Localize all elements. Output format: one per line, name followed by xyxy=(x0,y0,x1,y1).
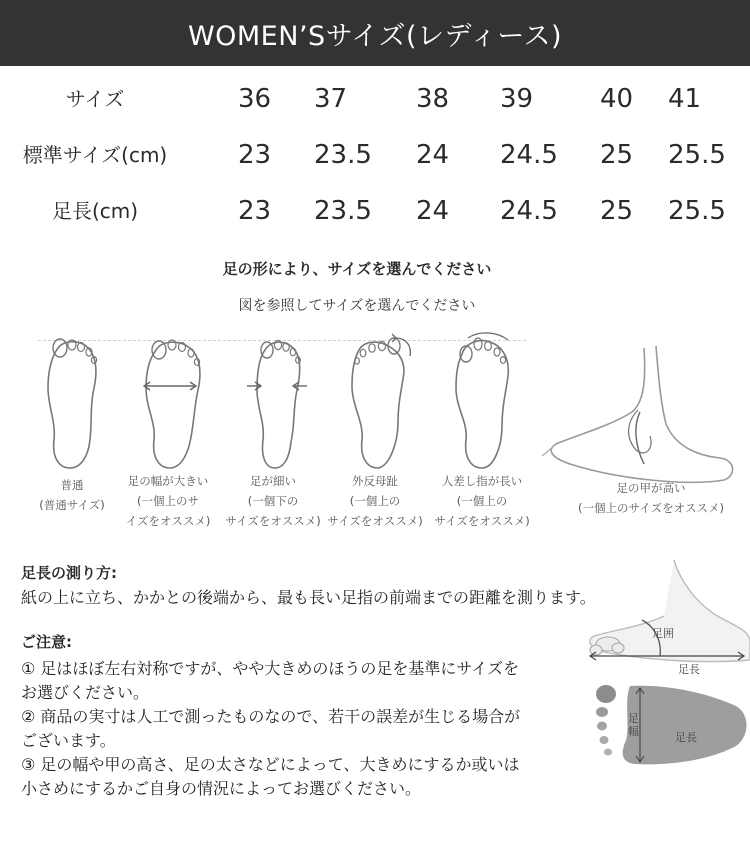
label-width: 足幅 xyxy=(628,712,639,738)
note-line: ① 足はほぼ左右対称ですが、やや大きめのほうの足を基準にサイズを xyxy=(21,659,520,678)
table-row-size xyxy=(0,74,750,124)
row-label: サイズ xyxy=(65,87,125,111)
table-cell: 25.5 xyxy=(668,196,726,226)
caption-line: (普通サイズ) xyxy=(39,498,105,512)
note-line: ② 商品の実寸は人工で測ったものなので、若干の誤差が生じる場合が xyxy=(21,707,521,726)
caption-line: 普通 xyxy=(60,478,84,492)
caption-line: 足の幅が大きい xyxy=(127,474,209,488)
caption-long-second-toe xyxy=(422,471,542,531)
label-length-side: 足長 xyxy=(678,663,700,676)
row-label: 足長(cm) xyxy=(51,199,139,223)
caption-line: サイズをオススメ) xyxy=(434,514,530,528)
label-girth: 足囲 xyxy=(652,627,674,640)
caption-line: 人差し指が長い xyxy=(441,474,523,488)
foot-high-instep-icon xyxy=(540,340,740,490)
table-cell: 38 xyxy=(416,84,450,114)
measure-title: 足長の測り方: xyxy=(21,564,117,582)
guide-subtitle: 図を参照してサイズを選んでください xyxy=(238,298,476,314)
caption-line: (一個上の xyxy=(456,494,508,508)
table-cell: 37 xyxy=(314,84,348,114)
caption-normal xyxy=(22,475,122,515)
table-cell: 39 xyxy=(500,84,534,114)
foot-long-second-toe-icon xyxy=(446,330,518,472)
caption-wide xyxy=(113,471,223,531)
table-cell: 23.5 xyxy=(314,196,372,226)
caption-line: サイズをオススメ) xyxy=(225,514,321,528)
measure-text: 紙の上に立ち、かかとの後端から、最も長い足指の前端までの距離を測ります。 xyxy=(21,588,596,607)
table-row-foot-length xyxy=(0,186,750,236)
table-cell: 24 xyxy=(416,140,450,170)
caption-line: サイズをオススメ) xyxy=(327,514,423,528)
table-cell: 24.5 xyxy=(500,140,558,170)
note-line: お選びください。 xyxy=(21,683,150,702)
guide-title: 足の形により、サイズを選んでください xyxy=(222,260,492,278)
table-cell: 40 xyxy=(600,84,634,114)
caption-narrow xyxy=(218,471,328,531)
foot-side-measure-icon xyxy=(584,560,750,670)
table-cell: 25 xyxy=(600,140,634,170)
caption-line: (一個下の xyxy=(247,494,299,508)
caption-line: 外反母趾 xyxy=(352,474,398,488)
label-length-sole: 足長 xyxy=(675,731,697,744)
note-line: 小さめにするかご自身の情況によってお選びください。 xyxy=(21,779,422,798)
table-cell: 25.5 xyxy=(668,140,726,170)
caption-high-instep xyxy=(566,478,736,518)
note-line: ございます。 xyxy=(21,731,116,750)
foot-normal-icon xyxy=(38,336,108,472)
header-bar xyxy=(0,0,750,66)
caption-line: (一個上の xyxy=(349,494,401,508)
table-cell: 24.5 xyxy=(500,196,558,226)
caption-line: 足の甲が高い xyxy=(616,481,686,495)
foot-sole-measure-icon xyxy=(590,680,750,770)
table-cell: 24 xyxy=(416,196,450,226)
table-cell: 41 xyxy=(668,84,702,114)
row-label: 標準サイズ(cm) xyxy=(22,143,168,167)
table-cell: 36 xyxy=(238,84,272,114)
foot-narrow-icon xyxy=(243,336,313,472)
foot-bunion-icon xyxy=(344,330,416,472)
header-title: WOMEN’Sサイズ(レディース) xyxy=(187,20,563,52)
table-cell: 23.5 xyxy=(314,140,372,170)
table-cell: 23 xyxy=(238,196,272,226)
notes-title: ご注意: xyxy=(21,633,72,651)
note-line: ③ 足の幅や甲の高さ、足の太さなどによって、大きめにするか或いは xyxy=(21,755,520,774)
caption-line: (一個上のサ xyxy=(137,494,199,508)
caption-line: イズをオススメ) xyxy=(125,514,211,528)
foot-wide-icon xyxy=(138,336,208,472)
table-cell: 25 xyxy=(600,196,634,226)
table-cell: 23 xyxy=(238,140,272,170)
table-row-standard xyxy=(0,130,750,180)
caption-line: 足が細い xyxy=(250,474,296,488)
caption-line: (一個上のサイズをオススメ) xyxy=(578,501,724,515)
caption-bunion xyxy=(320,471,430,531)
